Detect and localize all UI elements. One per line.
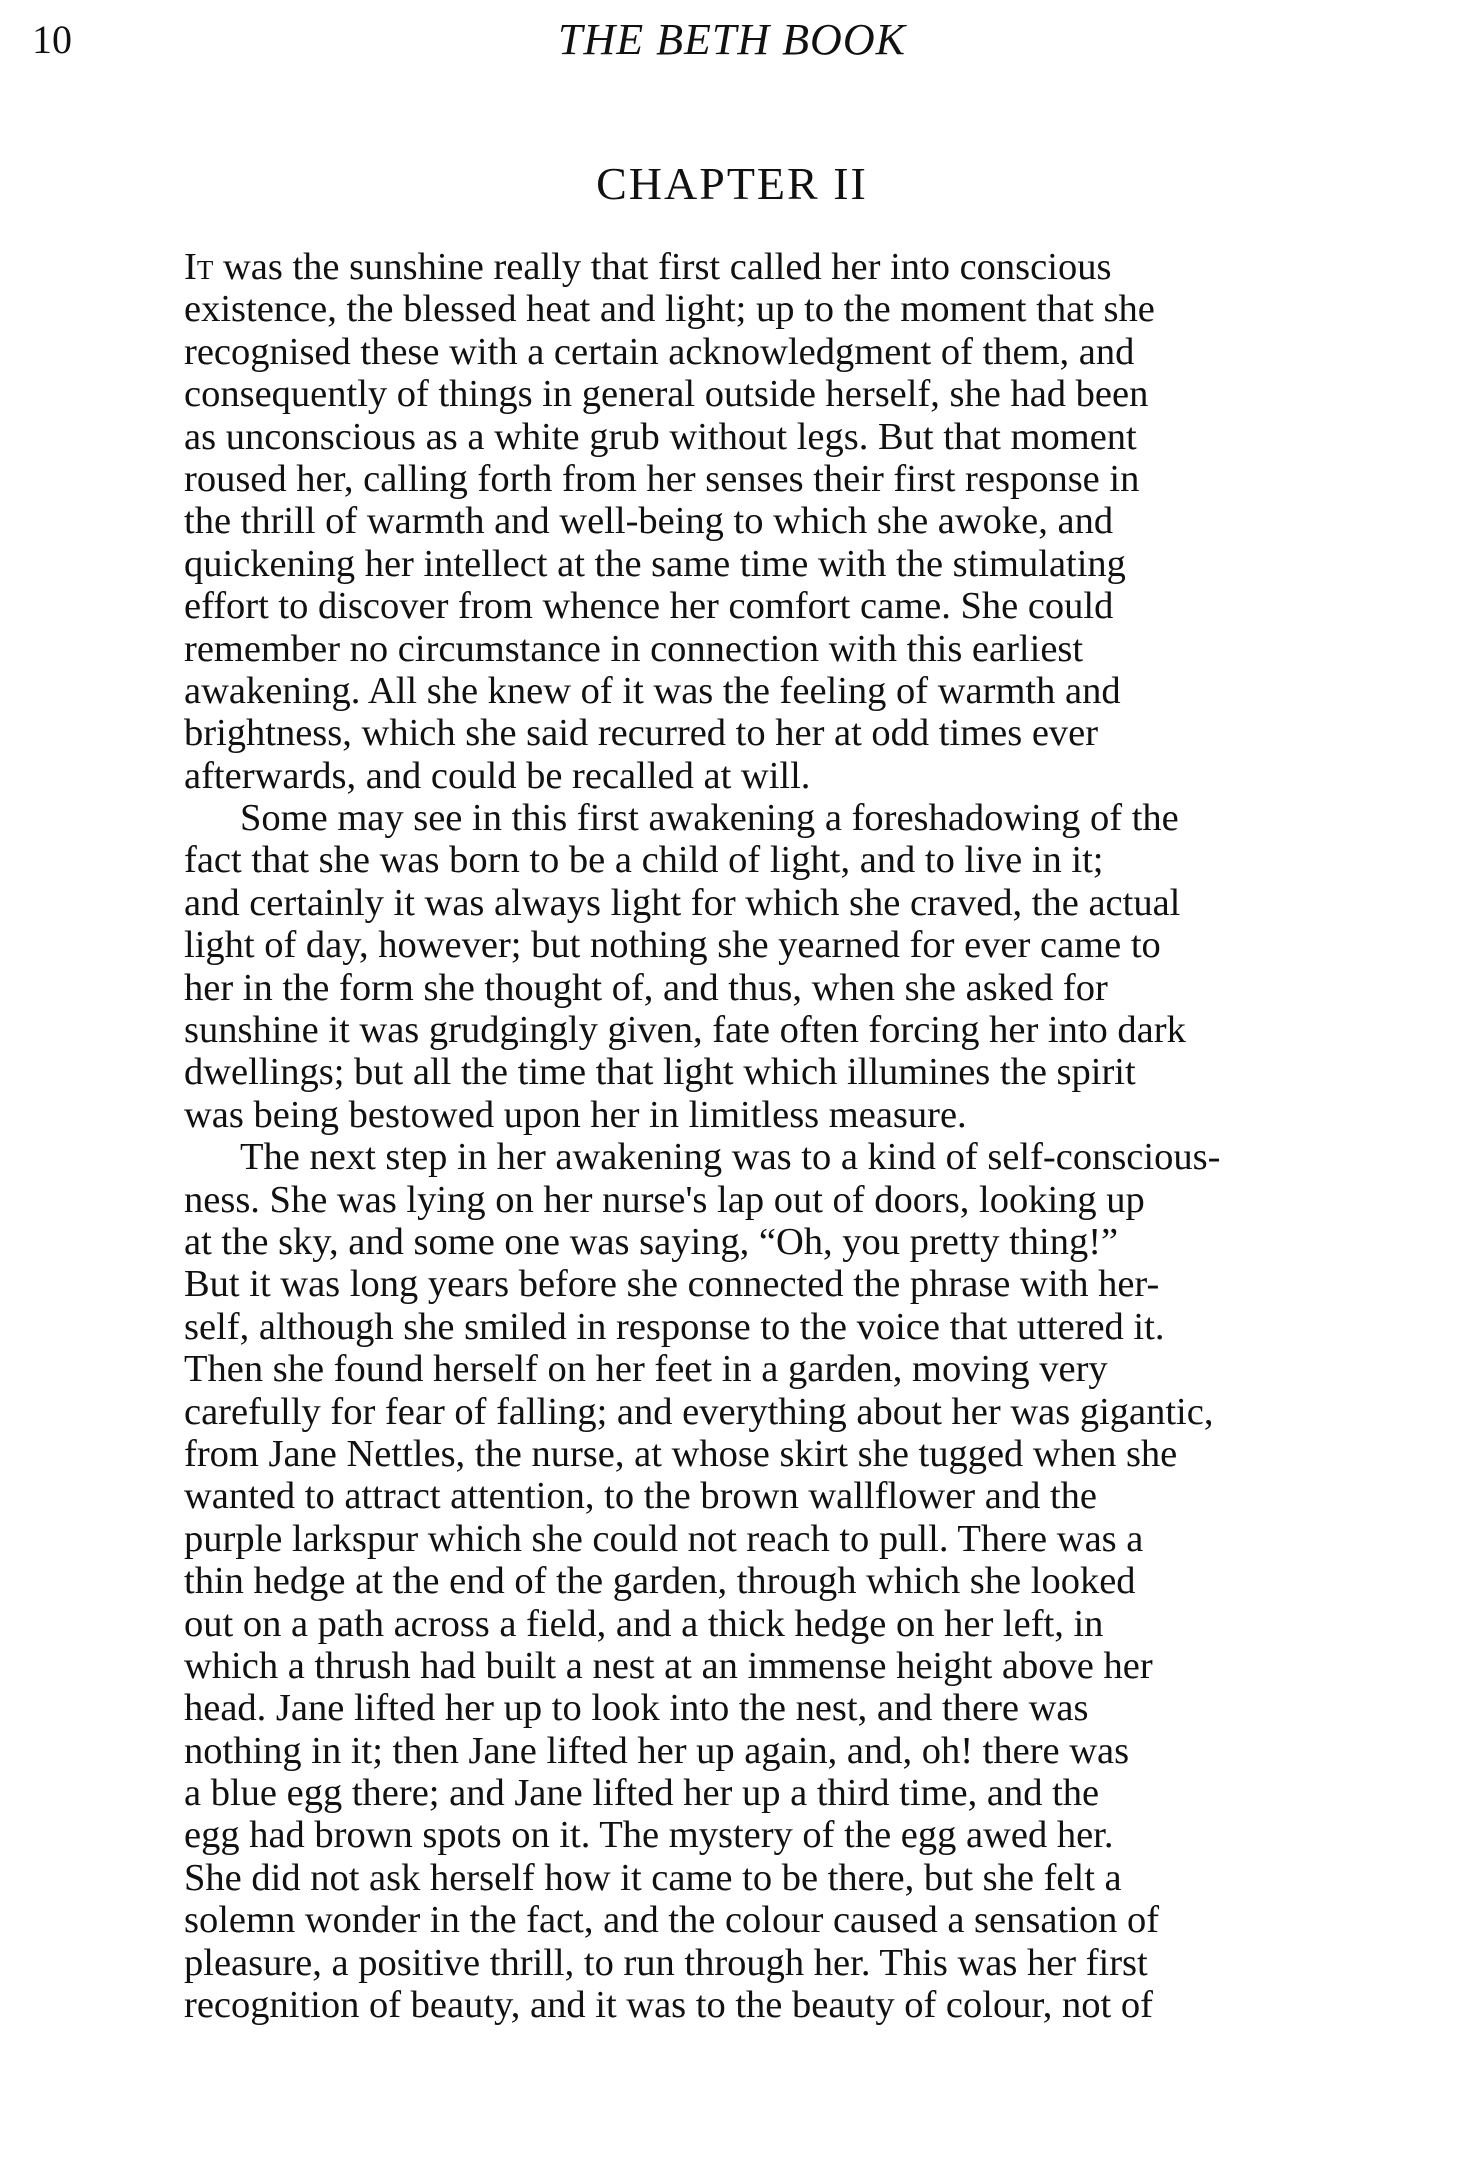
text-line: head. Jane lifted her up to look into the nest, and there was — [184, 1687, 1089, 1730]
text-line: dwellings; but all the time that light which illumines the spirit — [184, 1051, 1136, 1094]
text-line: pleasure, a positive thrill, to run through her. This was her first — [184, 1941, 1148, 1984]
text-line: her in the form she thought of, and thus, when she asked for — [184, 966, 1108, 1009]
text-line: effort to discover from whence her comfort came. She could — [184, 585, 1114, 628]
text-line: out on a path across a field, and a thick hedge on her left, in — [184, 1602, 1104, 1645]
chapter-heading: CHAPTER II — [596, 158, 868, 209]
body-text — [184, 246, 1330, 2026]
running-title: THE BETH BOOK — [558, 15, 906, 64]
text-line: a blue egg there; and Jane lifted her up a third time, and the — [184, 1772, 1100, 1815]
text-line: But it was long years before she connected the phrase with her- — [184, 1263, 1160, 1306]
text-line: existence, the blessed heat and light; up to the moment that she — [184, 288, 1155, 331]
text-line: ness. She was lying on her nurse's lap out of doors, looking up — [184, 1178, 1145, 1221]
text-line: It was the sunshine really that first called her into conscious — [184, 246, 1112, 288]
text-line: afterwards, and could be recalled at will. — [184, 754, 811, 797]
text-line: solemn wonder in the fact, and the colour caused a sensation of — [184, 1899, 1160, 1942]
text-line: the thrill of warmth and well-being to which she awoke, and — [184, 500, 1114, 543]
text-line: and certainly it was always light for which she craved, the actual — [184, 881, 1181, 924]
text-line: was being bestowed upon her in limitless measure. — [184, 1093, 967, 1136]
running-head — [0, 14, 1464, 64]
text-line: purple larkspur which she could not reach to pull. There was a — [184, 1517, 1144, 1560]
text-line: light of day, however; but nothing she yearned for ever came to — [184, 924, 1161, 967]
text-line: carefully for fear of falling; and everything about her was gigantic, — [184, 1390, 1214, 1433]
text-line: as unconscious as a white grub without legs. But that moment — [184, 415, 1137, 458]
text-line: quickening her intellect at the same time with the stimulating — [184, 542, 1126, 585]
text-line: at the sky, and some one was saying, “Oh, you pretty thing!” — [184, 1220, 1119, 1263]
page-number: 10 — [32, 17, 72, 62]
text-line: awakening. All she knew of it was the feeling of warmth and — [184, 669, 1121, 712]
text-line: The next step in her awakening was to a kind of self-conscious- — [240, 1136, 1221, 1179]
text-line: nothing in it; then Jane lifted her up again, and, oh! there was — [184, 1729, 1130, 1772]
text-line: brightness, which she said recurred to her at odd times ever — [184, 712, 1099, 755]
text-line: thin hedge at the end of the garden, through which she looked — [184, 1560, 1136, 1603]
text-line: recognition of beauty, and it was to the beauty of colour, not of — [184, 1984, 1153, 2027]
text-line: egg had brown spots on it. The mystery of the egg awed her. — [184, 1814, 1114, 1857]
text-line: which a thrush had built a nest at an immense height above her — [184, 1644, 1153, 1687]
text-line: from Jane Nettles, the nurse, at whose skirt she tugged when she — [184, 1432, 1178, 1475]
text-line: remember no circumstance in connection with this earliest — [184, 627, 1084, 670]
text-line: fact that she was born to be a child of light, and to live in it; — [184, 839, 1104, 882]
text-line: Then she found herself on her feet in a garden, moving very — [184, 1348, 1108, 1391]
text-line: wanted to attract attention, to the brown wallflower and the — [184, 1475, 1098, 1518]
text-line: Some may see in this first awakening a foreshadowing of the — [240, 797, 1179, 840]
text-line: consequently of things in general outside herself, she had been — [184, 373, 1149, 416]
text-line: roused her, calling forth from her senses their first response in — [184, 457, 1140, 500]
lead-word: It — [184, 246, 214, 288]
text-line: sunshine it was grudgingly given, fate often forcing her into dark — [184, 1009, 1186, 1052]
text-line: She did not ask herself how it came to be there, but she felt a — [184, 1856, 1122, 1899]
text-line: self, although she smiled in response to the voice that uttered it. — [184, 1305, 1165, 1348]
text-line: recognised these with a certain acknowledgment of them, and — [184, 330, 1135, 373]
